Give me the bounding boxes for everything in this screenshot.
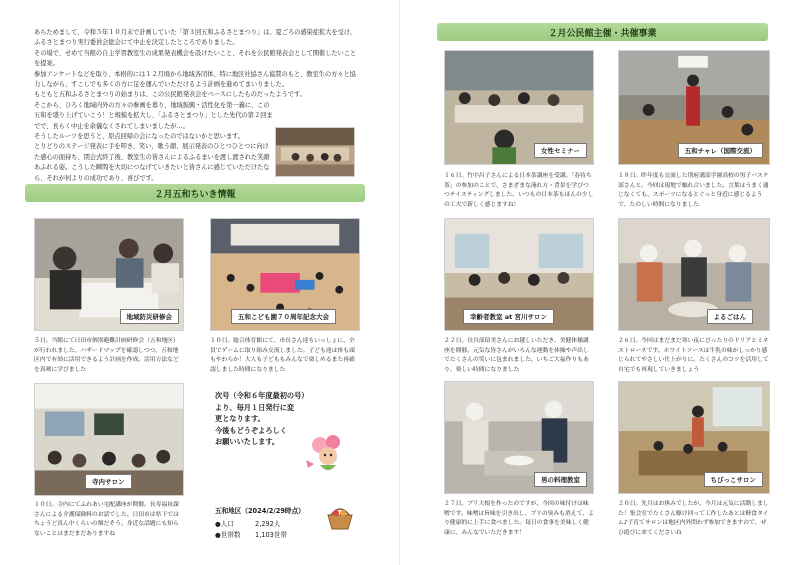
stats-row-households — [215, 530, 335, 541]
intro-paragraph: その場で、せめて当館の自主学習教室生の成果発表機会を設けたいこと、それを公民館発表会として開催したいことを提案。 — [34, 49, 357, 68]
caption-evening-meal: ２６日。今回はまだまだ寒い夜にぴったりのドリアとミネストローネです。ホワイトソースは牛乳の味がしっかり感じられてやさしい仕上がりに。たくさんのコツを活用して自宅でも再現していきましょう — [618, 338, 769, 373]
intro-paragraph: あらためまして、令和５年１０月末で計画していた「第３回五和ふるさとまつり」は、夏ごろの感染症拡大を受け、ふるさとまつり実行委員会総会にて中止を決定したところでありました。 — [34, 29, 356, 47]
intro-paragraph: とりどりのステージ発表に手を叩き、笑い、歌う顔、展示発表のひとつひとつに向けた感心の面持ち、閉会式終了後、教室生の皆さんによるふるまいを渡し渡された笑顔あふれる姿。こうした瞬間を大切につなげていきたいと皆さんに感じていただけたなら、それが何よりの成功であり、喜びです。 — [34, 143, 270, 182]
label-terauchi-salon: 寺内サロン — [85, 474, 132, 489]
stats-row-population — [215, 519, 335, 530]
label-women-seminar: 女性セミナー — [534, 143, 587, 158]
caption-kindergarten-event: １０日。総合体育館にて、市長さん達もいっしょに、全員でゲームに取り組み交流しました。子ども達は体も頭もやわらか！大人も子どももみんなで楽しめるまた再確認しました時間になりました — [210, 338, 355, 373]
photo-disaster-training — [34, 218, 184, 331]
section-title-local: ２月五和ちいき情報 — [25, 184, 365, 202]
photo-international-exchange — [618, 50, 770, 165]
right-page — [400, 0, 800, 565]
population-stats — [215, 506, 335, 541]
intro-paragraph: そこから、ひろく地域内外の方々の参画を募り、地域振興・活性化を第一義に、この五和を盛り上げていこう！と規模を拡大し、「ふるさとまつり」とした先代の第２回までで、長らく中止を余儀なくされてしまいましたが…。 — [34, 101, 273, 130]
intro-paragraph: そうしたルーツを思うと、原点回帰の会になったのではないかと思います。 — [34, 133, 244, 141]
label-disaster-training: 地域防災研修会 — [120, 309, 180, 324]
notice-line: より、毎月１日発行に変 — [215, 402, 295, 412]
photo-kids-salon — [618, 381, 770, 494]
label-evening-meal: よるごはん — [707, 309, 754, 324]
caption-kids-salon: ２０日。先月はお休みでしたが、今月は元気に活動しました！集会室でたくさん駆け回って工作したあとは軽食タイム♪子育てサロンは地区内外問わず参加できますので、ぜひ遊びに来てくださいね — [618, 501, 769, 536]
label-seniors-class: 幸齢者教室 at 宮川サロン — [463, 309, 554, 324]
photo-women-seminar — [444, 50, 594, 165]
mascot-illustration — [300, 430, 355, 480]
photo-evening-meal — [618, 218, 770, 331]
intro-paragraph: 参加アンケートなどを取り、本格的には１２月頃から地域各団体、特に地区社協さん協賛のもと、教室生の方々と協力しながら、すこしでも多くの方に足を運んでいただけるよう計画を進めてまいりました。 — [34, 70, 356, 89]
label-kindergarten-event: 五和こども園７０周年記念大会 — [231, 309, 336, 324]
notice-line: 今後もどうぞよろしく — [215, 425, 287, 435]
stats-heading: 五和地区（2024/2/29時点） — [215, 507, 305, 515]
stats-value: 1,103世帯 — [255, 531, 288, 539]
caption-mens-cooking: ２７日。ブリ大根を作ったのですが、今回の味付けは味噌です。味噌は旨味を引き出し、ブリの臭みも消えて、より健康的に上手に食べました。毎日の食事を美味しく健康に、みんなでいただきます！ — [444, 501, 594, 536]
label-kids-salon: ちびっこサロン — [704, 472, 764, 487]
caption-women-seminar: １６日。竹中昌子さんによる日本茶講座を受講。「春待ち茶」の参加のことで、さまざまな淹れ方・背景を学びつつテイスティングしました。いつもの日本茶もほんの少しの工夫で新しく感じますね！ — [444, 173, 594, 208]
caption-terauchi-salon: １０日。寺内にてふれあい宅配講座が開催。長寿福祉課さんによる介護保険料のお話でした。日田市は県下ではちょうど真ん中くらいの額だそう。身近な話題にも知らないことはまだまだありますね — [34, 502, 179, 537]
intro-stage-photo — [275, 127, 355, 177]
photo-terauchi-salon — [34, 383, 184, 496]
label-international-exchange: 五和チャレ（国際交流） — [678, 143, 763, 158]
notice-line: 更となります。 — [215, 414, 265, 423]
photo-seniors-class — [444, 218, 594, 331]
section-title-events: ２月公民館主催・共催事業 — [437, 23, 768, 41]
stats-key: ●人口 — [215, 520, 234, 528]
photo-kindergarten-event — [210, 218, 360, 331]
caption-seniors-class: ２２日。長谷部留美さんにお越しいただき、美健体操講座を開催。元気な皆さんがいろんな運動を体操や声出しでたくさんの笑いに包まれました。いちご大福作りもあり、楽しい時間になりました — [444, 338, 589, 373]
stats-key: ●世帯数 — [215, 531, 241, 539]
notice-line: 次号（令和６年度最初の号） — [215, 391, 309, 400]
caption-disaster-training: ５日。当館にて日田市個別避難計画研修会（五和地区）が行われました。ハザードマップを確認しつつ、五和地区内で有効に活用できるよう計画を作成。活用方法などを真剣に学びました — [34, 338, 179, 373]
label-mens-cooking: 男の料理教室 — [534, 472, 587, 487]
notice-line: お願いいたします。 — [215, 437, 280, 446]
stats-value: 2,292人 — [255, 520, 281, 528]
photo-mens-cooking — [444, 381, 594, 494]
caption-international-exchange: １８日。昨年度も交流した別府溝部学園高校の男子バスケ部さんと。今回は現地で触れ合いました。言葉はうまく通じなくても、スポーツになるとぐっと身近に感じるようで、たのしい時間になりました — [618, 173, 769, 208]
intro-paragraph: もともと五和ふるさとまつりの始まりは、この公民館発表会をベースにしたものだったようです。 — [34, 91, 306, 99]
